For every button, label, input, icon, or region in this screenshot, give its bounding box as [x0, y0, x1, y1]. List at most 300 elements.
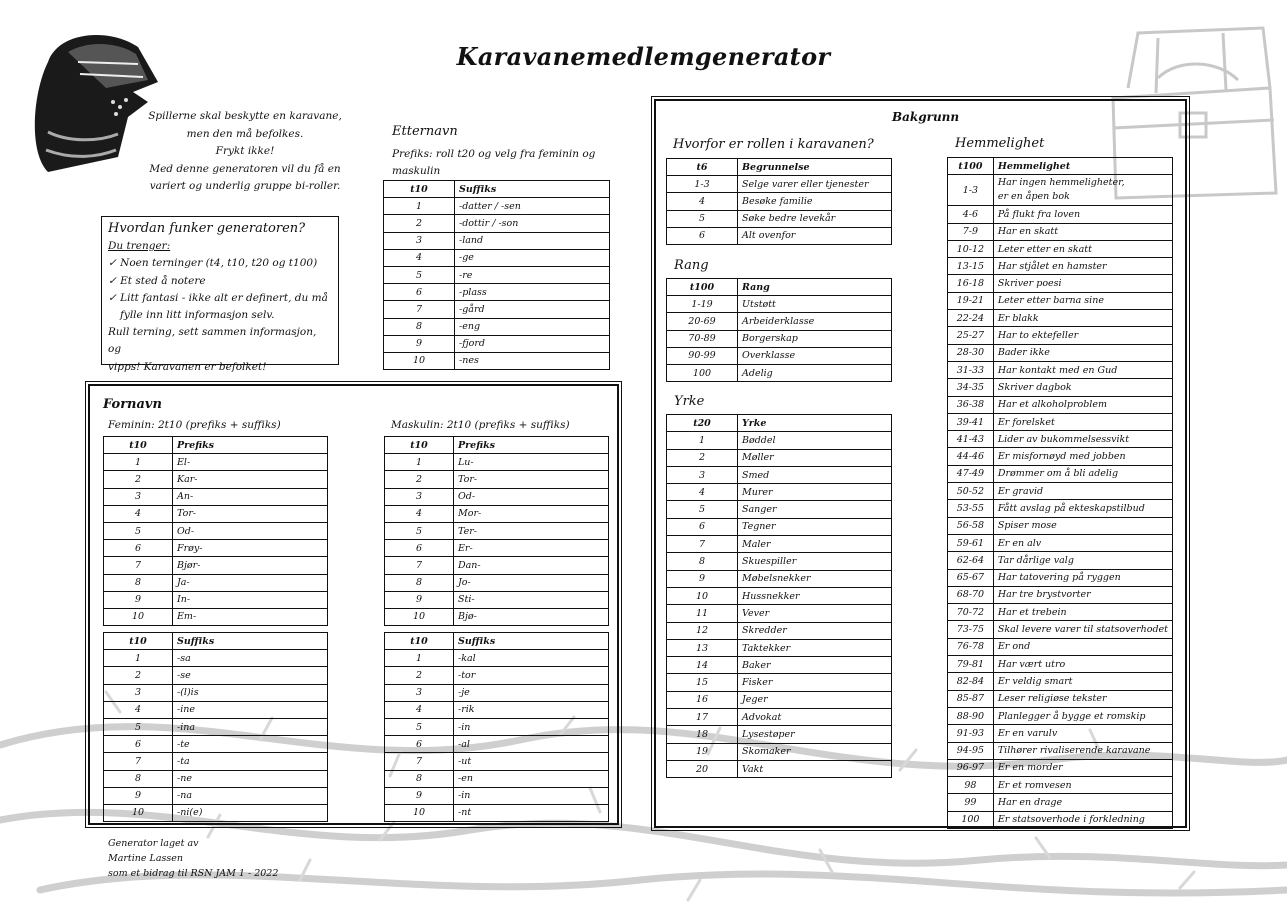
- table-row: [667, 587, 892, 604]
- result-cell: -plass: [455, 284, 610, 301]
- table-row: [385, 787, 609, 804]
- result-cell: Har et alkoholproblem: [993, 396, 1172, 413]
- maskulin-prefix-table: [384, 436, 609, 626]
- roll-cell: 6: [667, 227, 738, 244]
- table-row: [948, 742, 1173, 759]
- howto-item: ✓ Et sted å notere: [108, 274, 206, 287]
- roll-cell: 9: [385, 591, 454, 608]
- result-cell: Har en drage: [993, 794, 1172, 811]
- table-row: [667, 364, 892, 381]
- roll-cell: 4: [667, 484, 738, 501]
- roll-cell: 79-81: [948, 656, 994, 673]
- table-row: [948, 310, 1173, 327]
- roll-cell: 56-58: [948, 517, 994, 534]
- roll-cell: 10: [384, 352, 455, 369]
- roll-cell: 13: [667, 639, 738, 656]
- howto-item: fylle inn litt informasjon selv.: [120, 309, 275, 322]
- table-row: [385, 574, 609, 591]
- table-row: [667, 691, 892, 708]
- table-row: [385, 591, 609, 608]
- table-row: [104, 650, 328, 667]
- table-row: [667, 501, 892, 518]
- table-row: [385, 608, 609, 625]
- result-cell: Prefiks: [173, 437, 328, 454]
- roll-cell: 9: [384, 335, 455, 352]
- table-row: [385, 650, 609, 667]
- table-row: [104, 591, 328, 608]
- table-row: [667, 743, 892, 760]
- roll-cell: 10: [385, 608, 454, 625]
- table-row: [104, 718, 328, 735]
- table-row: [384, 352, 610, 369]
- result-cell: Taktekker: [738, 639, 892, 656]
- result-cell: -gård: [455, 301, 610, 318]
- roll-cell: 9: [104, 591, 173, 608]
- table-row: [104, 804, 328, 821]
- result-cell: Er et romvesen: [993, 777, 1172, 794]
- result-cell: Skredder: [738, 622, 892, 639]
- result-cell: Suffiks: [173, 633, 328, 650]
- roll-cell: 6: [385, 736, 454, 753]
- result-cell: Har tatovering på ryggen: [993, 569, 1172, 586]
- result-cell: -tor: [454, 667, 609, 684]
- result-cell: Prefiks: [454, 437, 609, 454]
- table-row: [948, 552, 1173, 569]
- result-cell: Har en skatt: [993, 223, 1172, 240]
- roll-cell: 47-49: [948, 465, 994, 482]
- roll-cell: 53-55: [948, 500, 994, 517]
- table-row: [667, 639, 892, 656]
- result-cell: -kal: [454, 650, 609, 667]
- table-row: [667, 193, 892, 210]
- result-cell: Overklasse: [738, 347, 892, 364]
- result-cell: Smed: [738, 466, 892, 483]
- result-cell: -eng: [455, 318, 610, 335]
- maskulin-suffix-table: [384, 632, 609, 822]
- result-cell: Hussnekker: [738, 587, 892, 604]
- table-row: [385, 522, 609, 539]
- roll-cell: 10: [385, 804, 454, 821]
- table-row: [948, 361, 1173, 378]
- roll-cell: 9: [667, 570, 738, 587]
- result-cell: Drømmer om å bli adelig: [993, 465, 1172, 482]
- roll-cell: 22-24: [948, 310, 994, 327]
- roll-cell: 68-70: [948, 586, 994, 603]
- result-cell: Advokat: [738, 709, 892, 726]
- result-cell: Frøy-: [173, 540, 328, 557]
- result-cell: -fjord: [455, 335, 610, 352]
- table-row: [385, 557, 609, 574]
- roll-cell: 25-27: [948, 327, 994, 344]
- table-header-row: [385, 437, 609, 454]
- roll-cell: 4: [104, 505, 173, 522]
- table-row: [104, 522, 328, 539]
- result-cell: Od-: [173, 522, 328, 539]
- result-cell: Dan-: [454, 557, 609, 574]
- roll-cell: 16-18: [948, 275, 994, 292]
- roll-cell: 76-78: [948, 638, 994, 655]
- roll-cell: t10: [384, 181, 455, 198]
- table-header-row: [104, 633, 328, 650]
- result-cell: På flukt fra loven: [993, 206, 1172, 223]
- result-cell: -sa: [173, 650, 328, 667]
- table-row: [667, 330, 892, 347]
- table-row: [667, 466, 892, 483]
- result-cell: Er misfornøyd med jobben: [993, 448, 1172, 465]
- result-cell: Kar-: [173, 471, 328, 488]
- intro-line: men den må befolkes.: [186, 127, 304, 140]
- result-cell: Utstøtt: [738, 296, 892, 313]
- table-row: [384, 232, 610, 249]
- result-cell: Leter etter barna sine: [993, 292, 1172, 309]
- table-row: [385, 701, 609, 718]
- result-cell: -re: [455, 266, 610, 283]
- result-cell: -ut: [454, 753, 609, 770]
- table-row: [948, 690, 1173, 707]
- result-cell: Tar dårlige valg: [993, 552, 1172, 569]
- table-row: [104, 701, 328, 718]
- roll-cell: 13-15: [948, 258, 994, 275]
- table-row: [104, 540, 328, 557]
- roll-cell: 10-12: [948, 240, 994, 257]
- result-cell: Skriver poesi: [993, 275, 1172, 292]
- credit-line: Generator laget av: [108, 838, 199, 849]
- roll-cell: 90-99: [667, 347, 738, 364]
- result-cell: Har to ektefeller: [993, 327, 1172, 344]
- roll-cell: 5: [104, 522, 173, 539]
- table-row: [948, 431, 1173, 448]
- roll-cell: 8: [385, 574, 454, 591]
- table-row: [948, 206, 1173, 223]
- table-row: [667, 726, 892, 743]
- roll-cell: t6: [667, 159, 738, 176]
- roll-cell: 11: [667, 605, 738, 622]
- howto-box: [101, 216, 339, 373]
- result-cell: -in: [454, 787, 609, 804]
- table-row: [948, 465, 1173, 482]
- result-cell: Baker: [738, 657, 892, 674]
- roll-cell: 91-93: [948, 725, 994, 742]
- credit-text: [108, 836, 278, 881]
- table-row: [667, 449, 892, 466]
- roll-cell: 5: [667, 210, 738, 227]
- roll-cell: 3: [385, 488, 454, 505]
- result-cell: An-: [173, 488, 328, 505]
- roll-cell: 6: [104, 736, 173, 753]
- roll-cell: 20-69: [667, 313, 738, 330]
- result-cell: Jeger: [738, 691, 892, 708]
- roll-cell: 10: [667, 587, 738, 604]
- roll-cell: 85-87: [948, 690, 994, 707]
- table-row: [384, 249, 610, 266]
- roll-cell: 4: [385, 505, 454, 522]
- result-cell: Suffiks: [454, 633, 609, 650]
- table-row: [385, 736, 609, 753]
- table-row: [667, 518, 892, 535]
- roll-cell: 100: [667, 364, 738, 381]
- table-row: [948, 292, 1173, 309]
- table-row: [385, 667, 609, 684]
- roll-cell: 82-84: [948, 673, 994, 690]
- roll-cell: 99: [948, 794, 994, 811]
- table-header-row: [104, 437, 328, 454]
- table-row: [948, 500, 1173, 517]
- result-cell: Em-: [173, 608, 328, 625]
- roll-cell: 2: [104, 471, 173, 488]
- result-cell: Fått avslag på ekteskapstilbud: [993, 500, 1172, 517]
- result-cell: Skomaker: [738, 743, 892, 760]
- roll-cell: t100: [667, 279, 738, 296]
- table-header-row: [667, 279, 892, 296]
- result-cell: Er en alv: [993, 534, 1172, 551]
- result-cell: Har ingen hemmeligheter, er en åpen bok: [993, 175, 1172, 206]
- roll-cell: t10: [104, 437, 173, 454]
- table-row: [667, 570, 892, 587]
- roll-cell: 15: [667, 674, 738, 691]
- roll-cell: 3: [667, 466, 738, 483]
- table-row: [948, 586, 1173, 603]
- result-cell: Er statsoverhode i forkledning: [993, 811, 1172, 828]
- result-cell: Leser religiøse tekster: [993, 690, 1172, 707]
- table-row: [104, 608, 328, 625]
- rang-heading: Rang: [674, 258, 709, 273]
- roll-cell: 4: [104, 701, 173, 718]
- result-cell: Skal levere varer til statsoverhodet: [993, 621, 1172, 638]
- table-row: [104, 684, 328, 701]
- roll-cell: 18: [667, 726, 738, 743]
- table-row: [104, 471, 328, 488]
- roll-cell: t10: [385, 633, 454, 650]
- etternavn-note-line: Prefiks: roll t20 og velg fra feminin og: [392, 148, 596, 160]
- result-cell: Besøke familie: [738, 193, 892, 210]
- roll-cell: 39-41: [948, 413, 994, 430]
- table-header-row: [667, 415, 892, 432]
- result-cell: Tegner: [738, 518, 892, 535]
- result-cell: Lu-: [454, 454, 609, 471]
- table-row: [384, 318, 610, 335]
- result-cell: Har stjålet en hamster: [993, 258, 1172, 275]
- result-cell: Maler: [738, 536, 892, 553]
- result-cell: Jo-: [454, 574, 609, 591]
- table-row: [104, 454, 328, 471]
- table-row: [104, 667, 328, 684]
- result-cell: -dottir / -son: [455, 215, 610, 232]
- result-cell: Lysestøper: [738, 726, 892, 743]
- roll-cell: 36-38: [948, 396, 994, 413]
- table-header-row: [667, 159, 892, 176]
- result-cell: Har et trebein: [993, 604, 1172, 621]
- roll-cell: 14: [667, 657, 738, 674]
- table-row: [385, 804, 609, 821]
- roll-cell: 44-46: [948, 448, 994, 465]
- table-row: [667, 432, 892, 449]
- table-row: [104, 505, 328, 522]
- roll-cell: 100: [948, 811, 994, 828]
- table-row: [104, 488, 328, 505]
- roll-cell: 10: [104, 608, 173, 625]
- table-row: [384, 266, 610, 283]
- rang-table: [666, 278, 892, 382]
- result-cell: -rik: [454, 701, 609, 718]
- fornavn-heading: Fornavn: [103, 397, 162, 412]
- roll-cell: 3: [104, 684, 173, 701]
- table-row: [948, 448, 1173, 465]
- table-row: [667, 296, 892, 313]
- etternavn-note-line: maskulin: [392, 165, 441, 177]
- roll-cell: 88-90: [948, 707, 994, 724]
- result-cell: Arbeiderklasse: [738, 313, 892, 330]
- table-header-row: [384, 181, 610, 198]
- result-cell: -te: [173, 736, 328, 753]
- table-row: [667, 674, 892, 691]
- table-row: [104, 557, 328, 574]
- roll-cell: 34-35: [948, 379, 994, 396]
- table-row: [667, 176, 892, 193]
- result-cell: -nes: [455, 352, 610, 369]
- roll-cell: 73-75: [948, 621, 994, 638]
- table-row: [104, 787, 328, 804]
- howto-item: ✓ Litt fantasi - ikke alt er definert, du må: [108, 291, 328, 304]
- roll-cell: 28-30: [948, 344, 994, 361]
- roll-cell: 7: [385, 557, 454, 574]
- result-cell: -je: [454, 684, 609, 701]
- result-cell: Selge varer eller tjenester: [738, 176, 892, 193]
- roll-cell: 98: [948, 777, 994, 794]
- roll-cell: 6: [667, 518, 738, 535]
- etternavn-note: [392, 146, 595, 180]
- table-row: [948, 759, 1173, 776]
- roll-cell: 20: [667, 760, 738, 777]
- etternavn-table: [383, 180, 610, 370]
- table-row: [667, 347, 892, 364]
- intro-line: Frykt ikke!: [215, 145, 275, 157]
- table-row: [948, 483, 1173, 500]
- roll-cell: 8: [384, 318, 455, 335]
- result-cell: Har vært utro: [993, 656, 1172, 673]
- table-row: [384, 301, 610, 318]
- result-cell: Søke bedre levekår: [738, 210, 892, 227]
- hemmelighet-heading: Hemmelighet: [955, 136, 1045, 151]
- howto-heading: Hvordan funker generatoren?: [108, 221, 306, 236]
- roll-cell: 2: [104, 667, 173, 684]
- result-cell: Sti-: [454, 591, 609, 608]
- roll-cell: 65-67: [948, 569, 994, 586]
- roll-cell: 8: [385, 770, 454, 787]
- result-cell: -ne: [173, 770, 328, 787]
- roll-cell: 1-3: [667, 176, 738, 193]
- result-cell: El-: [173, 454, 328, 471]
- howto-item: ✓ Noen terninger (t4, t10, t20 og t100): [108, 257, 318, 270]
- roll-cell: 17: [667, 709, 738, 726]
- result-cell: Skriver dagbok: [993, 379, 1172, 396]
- result-cell: Vever: [738, 605, 892, 622]
- table-row: [948, 344, 1173, 361]
- result-cell: Borgerskap: [738, 330, 892, 347]
- result-cell: Bader ikke: [993, 344, 1172, 361]
- table-row: [385, 684, 609, 701]
- result-cell: Er blakk: [993, 310, 1172, 327]
- result-cell: Adelig: [738, 364, 892, 381]
- table-row: [948, 811, 1173, 828]
- table-row: [948, 240, 1173, 257]
- roll-cell: 5: [385, 522, 454, 539]
- roll-cell: 50-52: [948, 483, 994, 500]
- roll-cell: 1-3: [948, 175, 994, 206]
- roll-cell: 1-19: [667, 296, 738, 313]
- result-cell: Er forelsket: [993, 413, 1172, 430]
- table-row: [385, 488, 609, 505]
- table-row: [948, 621, 1173, 638]
- table-row: [104, 753, 328, 770]
- roll-cell: 4: [385, 701, 454, 718]
- roll-cell: 6: [104, 540, 173, 557]
- table-row: [948, 656, 1173, 673]
- yrke-heading: Yrke: [674, 394, 705, 409]
- result-cell: Alt ovenfor: [738, 227, 892, 244]
- table-header-row: [385, 633, 609, 650]
- result-cell: -na: [173, 787, 328, 804]
- table-row: [667, 657, 892, 674]
- result-cell: Møbelsnekker: [738, 570, 892, 587]
- roll-cell: 7: [104, 557, 173, 574]
- table-row: [384, 215, 610, 232]
- roll-cell: 8: [667, 553, 738, 570]
- roll-cell: 70-89: [667, 330, 738, 347]
- result-cell: Hemmelighet: [993, 158, 1172, 175]
- howto-need-label: Du trenger:: [108, 240, 171, 253]
- table-row: [385, 718, 609, 735]
- result-cell: Sanger: [738, 501, 892, 518]
- result-cell: Rang: [738, 279, 892, 296]
- roll-cell: 19: [667, 743, 738, 760]
- result-cell: Bøddel: [738, 432, 892, 449]
- table-row: [104, 736, 328, 753]
- roll-cell: 2: [667, 449, 738, 466]
- table-row: [948, 258, 1173, 275]
- result-cell: Begrunnelse: [738, 159, 892, 176]
- table-row: [948, 175, 1173, 206]
- table-row: [948, 517, 1173, 534]
- roll-cell: 2: [385, 667, 454, 684]
- roll-cell: 9: [385, 787, 454, 804]
- roll-cell: 9: [104, 787, 173, 804]
- roll-cell: 7: [104, 753, 173, 770]
- feminin-prefix-table: [103, 436, 328, 626]
- table-row: [384, 335, 610, 352]
- intro-line: variert og underlig gruppe bi-roller.: [149, 180, 341, 192]
- credit-line: som et bidrag til RSN JAM 1 - 2022: [108, 868, 279, 879]
- table-row: [385, 471, 609, 488]
- hvorfor-heading: Hvorfor er rollen i karavanen?: [673, 137, 874, 152]
- result-cell: Møller: [738, 449, 892, 466]
- roll-cell: 7: [384, 301, 455, 318]
- feminin-suffix-table: [103, 632, 328, 822]
- roll-cell: 62-64: [948, 552, 994, 569]
- roll-cell: 16: [667, 691, 738, 708]
- result-cell: Bjø-: [454, 608, 609, 625]
- result-cell: Mor-: [454, 505, 609, 522]
- result-cell: Suffiks: [455, 181, 610, 198]
- result-cell: Ja-: [173, 574, 328, 591]
- table-row: [948, 725, 1173, 742]
- result-cell: -en: [454, 770, 609, 787]
- page-title: Karavanemedlemgenerator: [456, 42, 831, 71]
- table-row: [385, 770, 609, 787]
- roll-cell: 96-97: [948, 759, 994, 776]
- result-cell: -datter / -sen: [455, 198, 610, 215]
- roll-cell: 7-9: [948, 223, 994, 240]
- roll-cell: 8: [104, 770, 173, 787]
